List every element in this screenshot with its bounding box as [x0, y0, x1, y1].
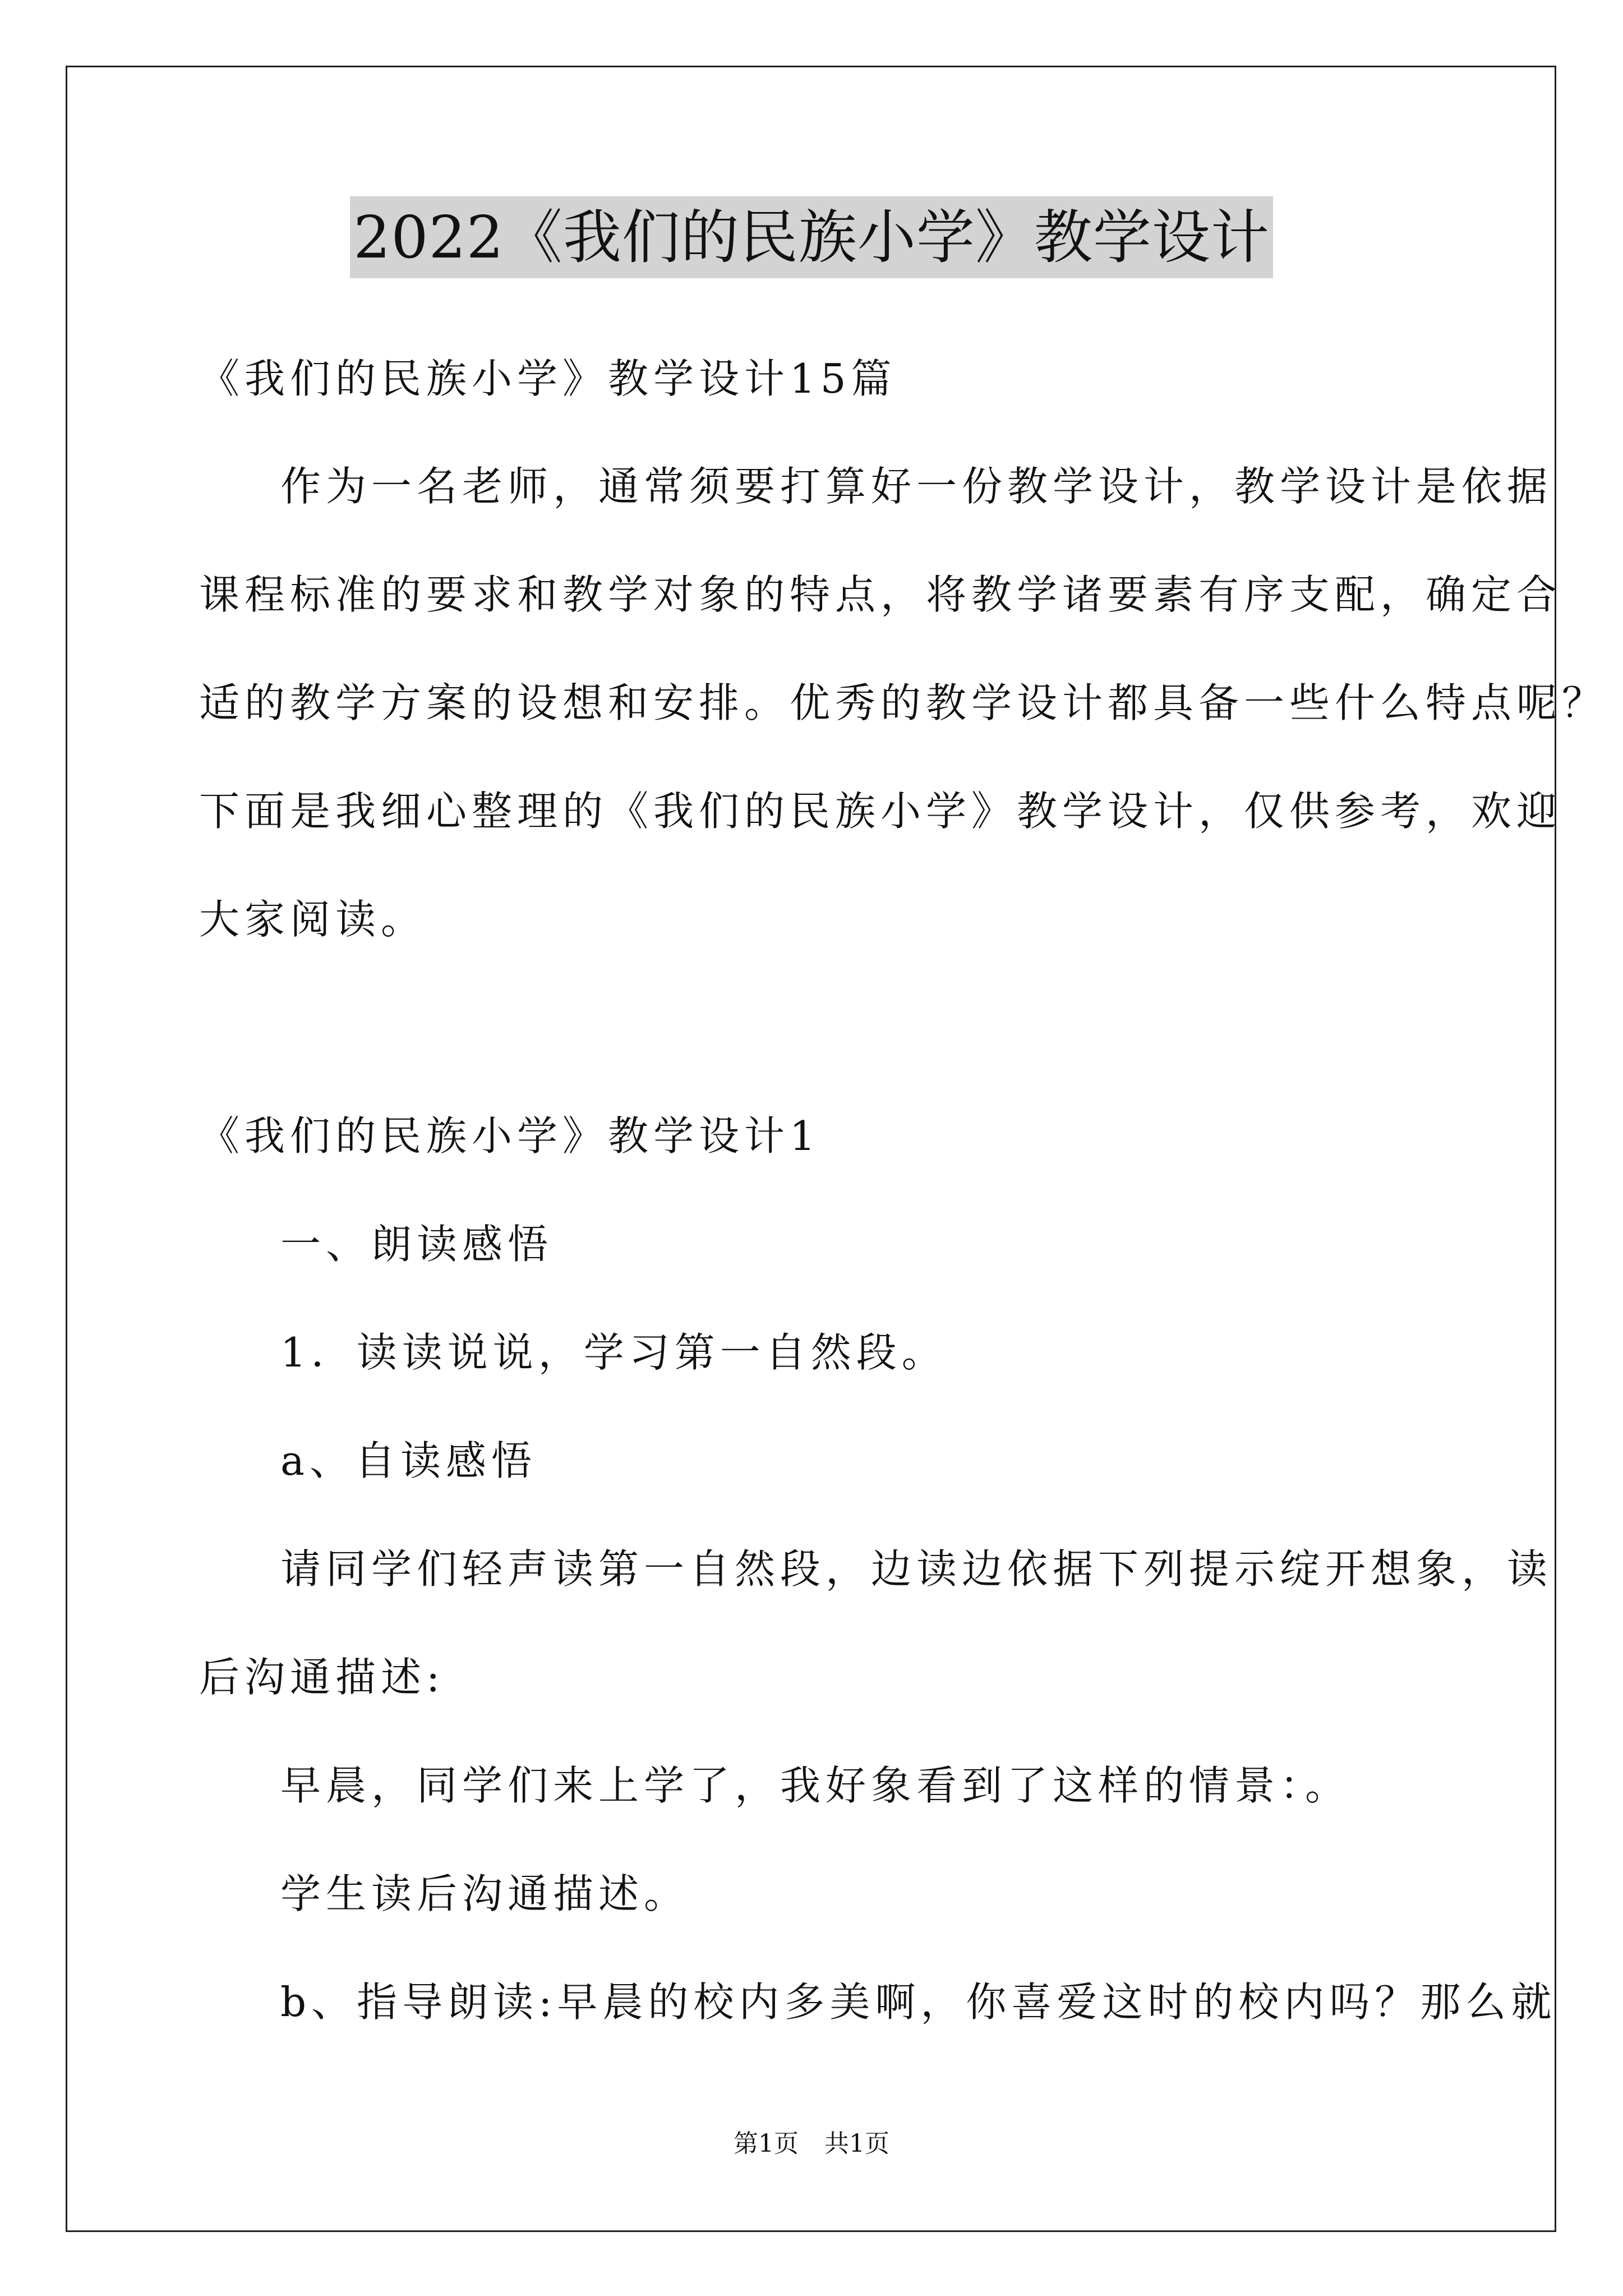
- body-line: 1．读读说说，学习第一自然段。: [280, 1329, 947, 1376]
- document-subtitle: 《我们的民族小学》教学设计15篇: [199, 355, 897, 402]
- intro-line: 适的教学方案的设想和安排。优秀的教学设计都具备一些什么特点呢？: [199, 679, 1608, 726]
- body-line: 学生读后沟通描述。: [280, 1870, 690, 1917]
- section-heading: 《我们的民族小学》教学设计1: [199, 1112, 820, 1159]
- document-title: 2022《我们的民族小学》教学设计: [350, 196, 1273, 278]
- page-footer: [0, 2127, 1623, 2161]
- intro-line: 下面是我细心整理的《我们的民族小学》教学设计，仅供参考，欢迎: [199, 788, 1562, 835]
- body-line: 请同学们轻声读第一自然段，边读边依据下列提示绽开想象，读: [280, 1545, 1553, 1593]
- body-line: b、指导朗读:早晨的校内多美啊，你喜爱这时的校内吗？那么就: [280, 1978, 1557, 2026]
- body-line: 一、朗读感悟: [280, 1221, 554, 1268]
- body-line: a、自读感悟: [280, 1437, 537, 1484]
- intro-line: 作为一名老师，通常须要打算好一份教学设计，教学设计是依据: [280, 463, 1553, 510]
- body-line: 早晨，同学们来上学了，我好象看到了这样的情景：。: [280, 1762, 1351, 1809]
- intro-line: 课程标准的要求和教学对象的特点，将教学诸要素有序支配，确定合: [199, 571, 1562, 618]
- title-wrap: [0, 196, 1623, 278]
- page-number-total: 共1页: [824, 2129, 889, 2158]
- body-line: 后沟通描述:: [199, 1654, 445, 1701]
- intro-line: 大家阅读。: [199, 896, 427, 943]
- page-number-current: 第1页: [734, 2129, 799, 2158]
